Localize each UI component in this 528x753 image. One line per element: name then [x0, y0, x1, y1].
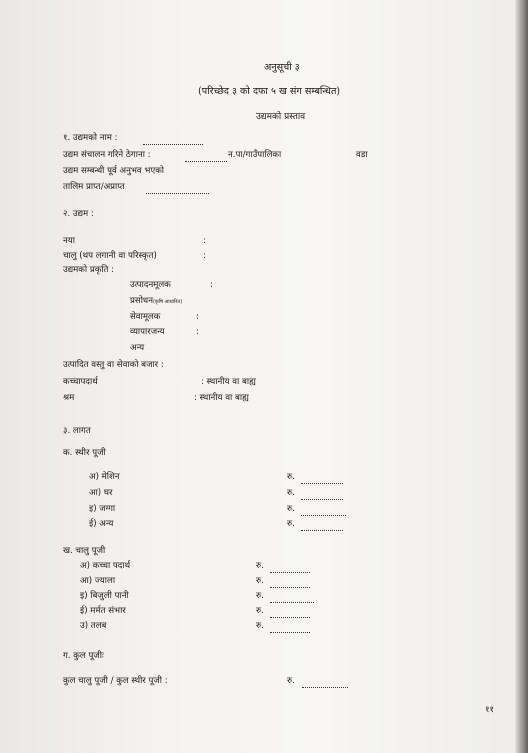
- working-item-utilities-field[interactable]: [270, 593, 314, 603]
- fixed-item-land: इ) जग्गा: [89, 504, 116, 514]
- working-item-maintenance: ई) मर्मत संभार: [80, 606, 126, 616]
- enterprise-name-label: १. उद्यमको नाम :: [63, 133, 118, 143]
- nature-item-processing: [130, 296, 182, 308]
- fixed-item-land-currency: रु.: [287, 504, 295, 514]
- raw-material-label: कच्चापदार्थ: [63, 377, 98, 387]
- working-capital-heading: ख. चालु पूजी: [63, 546, 106, 556]
- page-number: ११: [485, 705, 494, 715]
- fixed-item-land-field[interactable]: [301, 506, 346, 516]
- fixed-item-machine: अ) मेशिन: [89, 472, 120, 482]
- working-item-utilities-currency: रु.: [256, 591, 264, 601]
- working-item-raw-field[interactable]: [270, 563, 310, 573]
- page-edge-shadow: [515, 0, 528, 753]
- nature-item-service: सेवामूलक: [130, 312, 161, 322]
- form-title: उद्यमको प्रस्ताव: [256, 112, 306, 122]
- nature-item-service-colon: :: [196, 312, 199, 322]
- total-capital-heading: ग. कुल पूजीः: [63, 651, 104, 661]
- location-field[interactable]: [185, 152, 227, 162]
- fixed-item-other: ई) अन्य: [89, 519, 114, 529]
- fixed-item-machine-field[interactable]: [301, 474, 343, 484]
- nature-item-trade: व्यापारजन्य: [130, 327, 165, 337]
- labour-value: : स्थानीय वा बाह्य: [194, 393, 249, 403]
- labour-label: श्रम: [63, 393, 75, 403]
- municipality-label: न.पा/गाउँपालिका: [228, 150, 282, 160]
- nature-item-production-colon: :: [210, 280, 213, 290]
- working-item-utilities: इ) बिजुली पानी: [80, 591, 129, 601]
- enterprise-name-field[interactable]: [143, 135, 203, 145]
- working-item-wages: आ) ज्याला: [80, 576, 116, 586]
- training-label: तालिम प्राप्त/अप्राप्त: [63, 182, 125, 192]
- working-item-maintenance-currency: रु.: [256, 606, 264, 616]
- new-colon: :: [203, 236, 206, 246]
- nature-item-other: अन्य: [130, 343, 145, 353]
- working-item-salary: उ) तलब: [80, 621, 107, 631]
- fixed-item-other-currency: रु.: [287, 519, 295, 529]
- cost-heading: ३. लागत: [63, 426, 91, 436]
- enterprise-heading: २. उद्यम :: [63, 209, 94, 219]
- total-capital-label: कुल चालु पूजी / कुल स्थीर पूजी :: [63, 676, 168, 686]
- working-item-wages-field[interactable]: [270, 578, 310, 588]
- reference-subtitle: (परिच्छेद ३ को दफा ५ ख संग सम्बन्धित): [198, 86, 341, 97]
- processing-label: प्रसोधन: [130, 296, 153, 306]
- ward-label: वडा: [356, 150, 368, 160]
- working-item-raw-currency: रु.: [256, 561, 264, 571]
- working-item-salary-currency: रु.: [256, 621, 264, 631]
- processing-note: (कृषि आधारित): [152, 299, 183, 305]
- raw-material-value: : स्थानीय वा बाह्य: [201, 377, 256, 387]
- fixed-item-house-field[interactable]: [301, 490, 343, 500]
- nature-item-trade-colon: :: [196, 327, 199, 337]
- fixed-item-house: आ) घर: [89, 488, 113, 498]
- fixed-item-house-currency: रु.: [287, 488, 295, 498]
- ongoing-colon: :: [203, 251, 206, 261]
- working-item-wages-currency: रु.: [256, 576, 264, 586]
- ongoing-label: चालु (थप लगानी वा परिस्कृत): [63, 251, 157, 261]
- total-capital-currency: रु.: [287, 676, 295, 686]
- market-label: उत्पादित वस्तु वा सेवाको बजार :: [63, 360, 164, 370]
- training-field[interactable]: [146, 184, 209, 194]
- fixed-capital-heading: क. स्थीर पूजी: [63, 448, 106, 458]
- working-item-raw: अ) कच्चा पदार्थ: [80, 561, 131, 571]
- fixed-item-machine-currency: रु.: [287, 472, 295, 482]
- location-label: उद्यम संचालन गरिने ठेगाना :: [63, 150, 151, 160]
- schedule-title: अनुसूची ३: [264, 62, 300, 73]
- new-label: नया: [63, 236, 75, 246]
- fixed-item-other-field[interactable]: [301, 521, 343, 531]
- total-capital-field[interactable]: [302, 678, 348, 688]
- working-item-maintenance-field[interactable]: [270, 608, 310, 618]
- nature-label: उद्यमको प्रकृति :: [63, 265, 115, 275]
- working-item-salary-field[interactable]: [270, 623, 310, 633]
- experience-label: उद्यम सम्बन्धी पूर्व अनुभव भएको: [63, 166, 165, 176]
- nature-item-production: उत्पादनमूलक: [130, 280, 171, 290]
